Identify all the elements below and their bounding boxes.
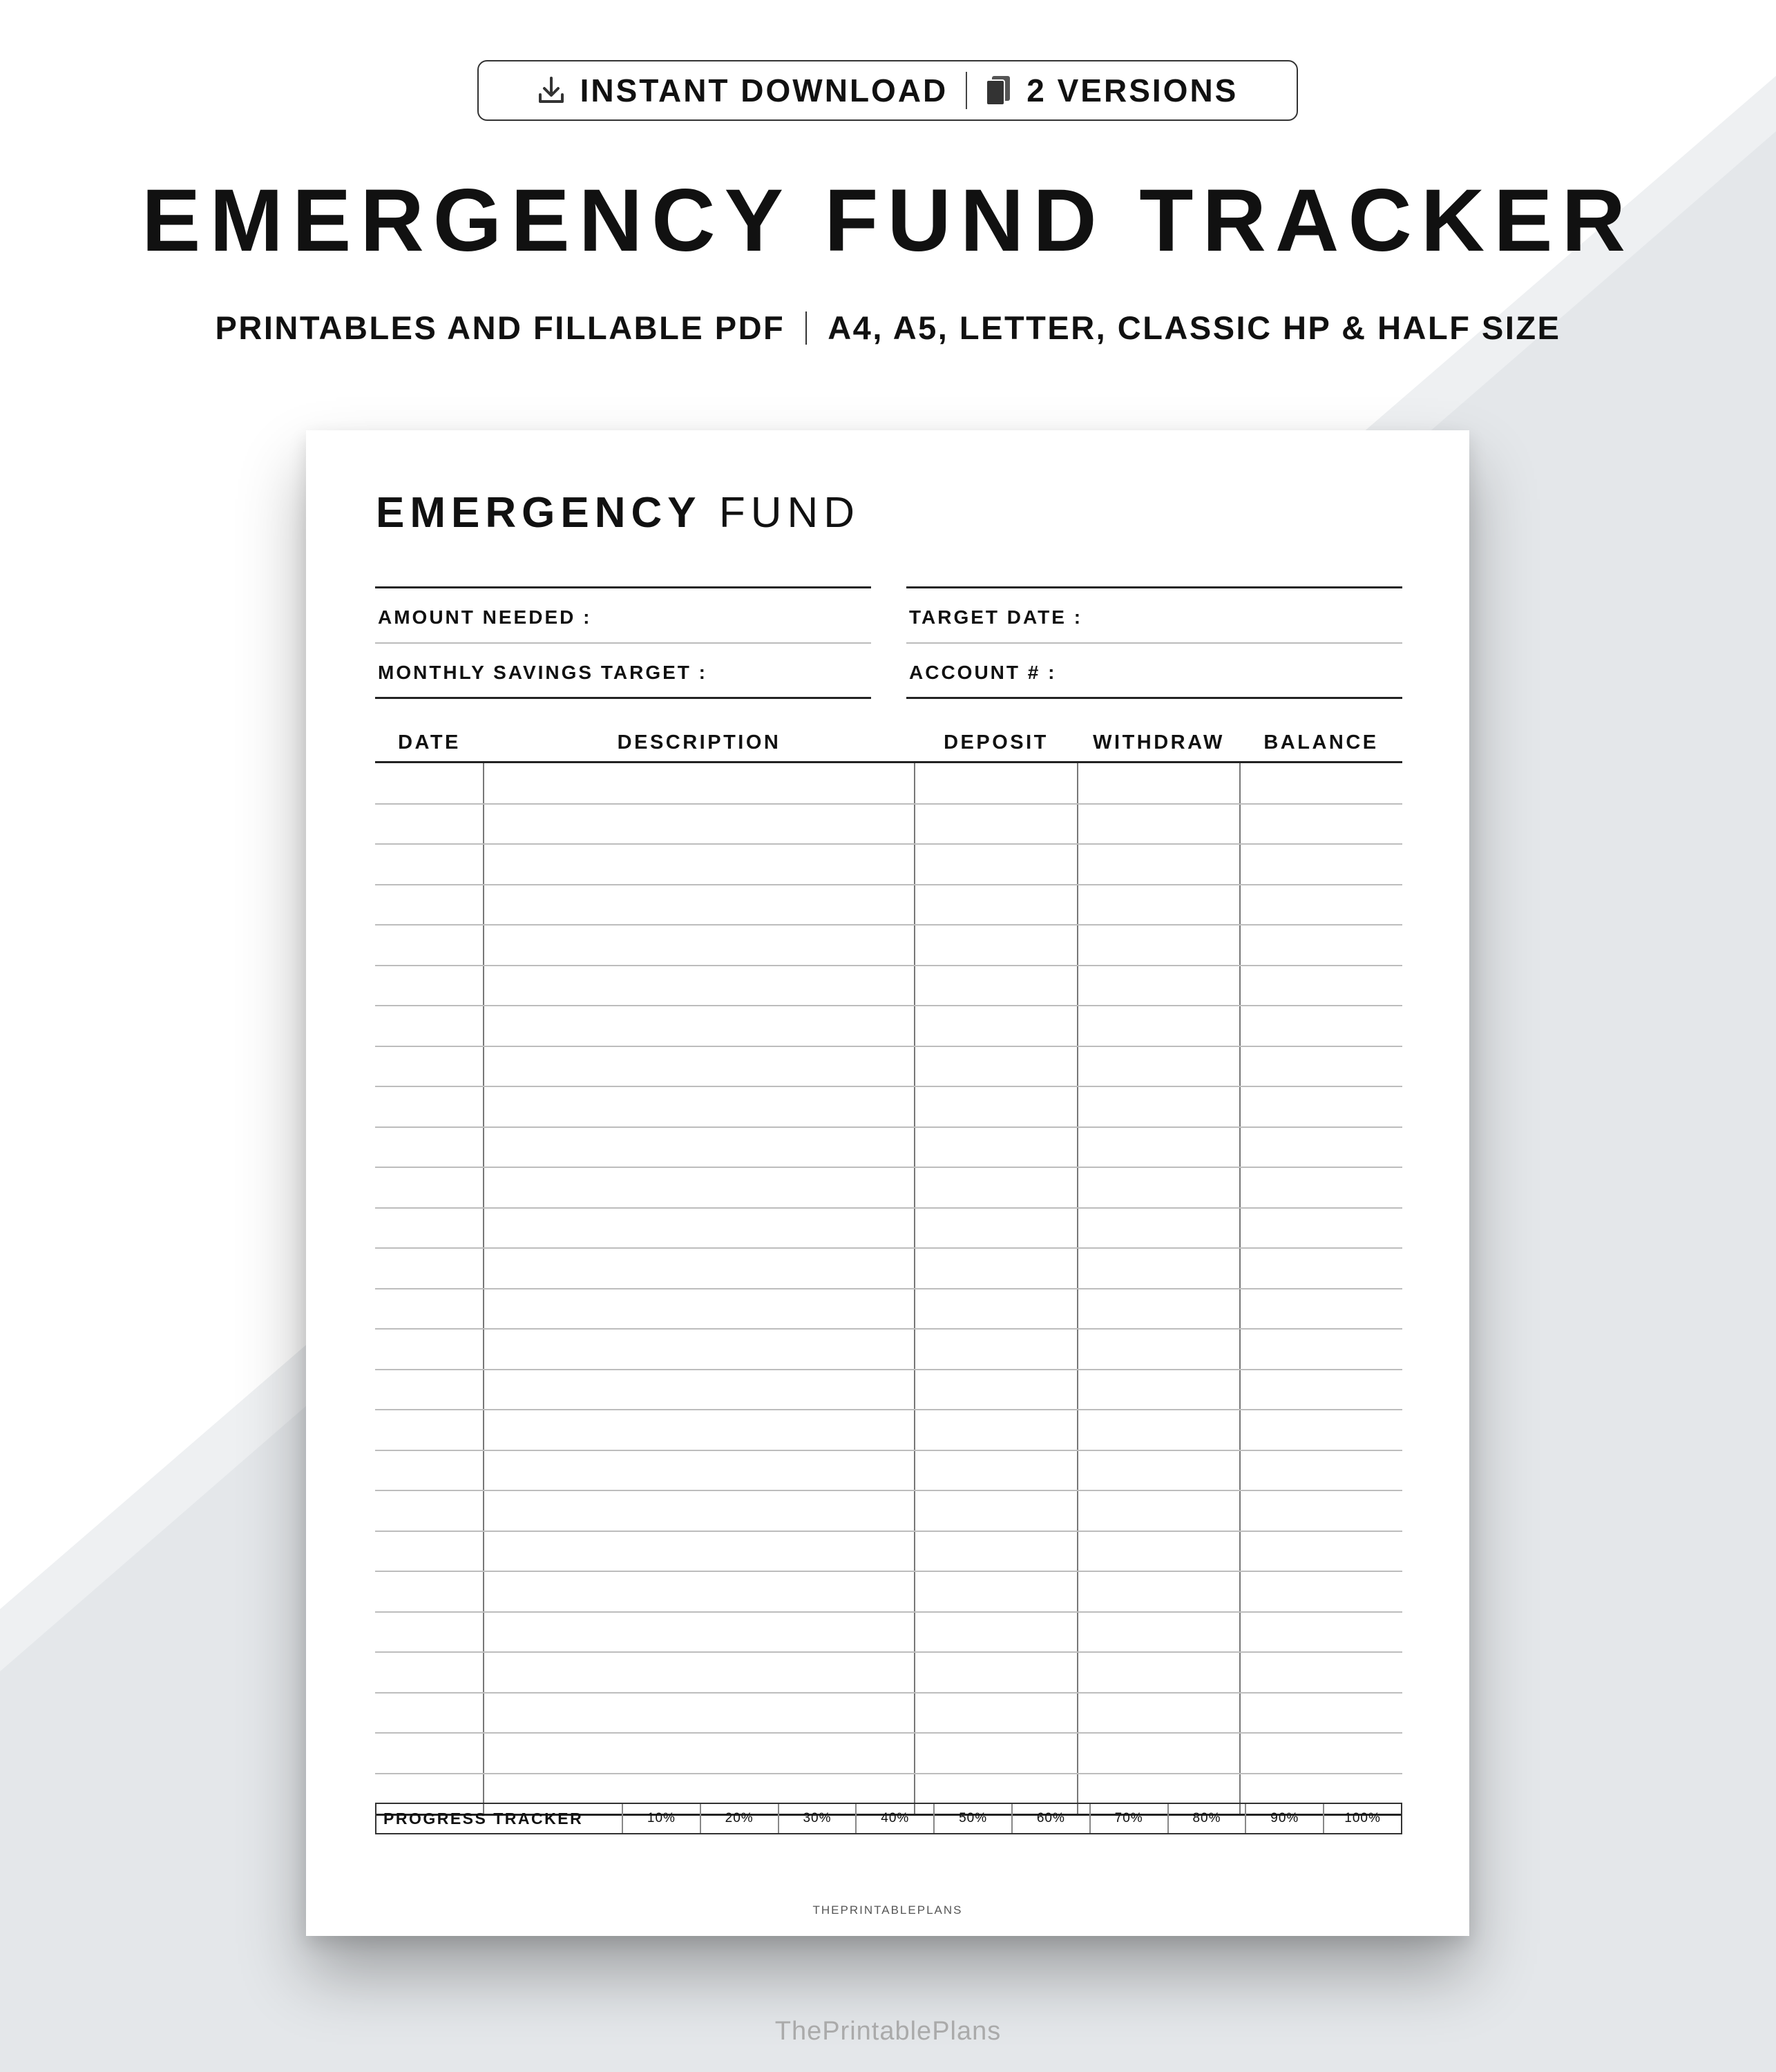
badge-divider — [966, 72, 967, 109]
account-number-label: ACCOUNT # : — [909, 662, 1057, 683]
page-title: EMERGENCY FUND TRACKER — [141, 171, 1635, 270]
document-title-light: FUND — [718, 489, 861, 537]
table-body[interactable] — [375, 763, 1402, 1816]
download-badge — [477, 60, 1298, 121]
table-row — [375, 1450, 1402, 1451]
table-row — [375, 1571, 1402, 1572]
progress-step[interactable]: 60% — [1013, 1804, 1091, 1833]
monthly-savings-target-field[interactable] — [375, 644, 871, 699]
brand-watermark: ThePrintablePlans — [774, 2017, 1002, 2046]
fields-right — [906, 586, 1402, 699]
table-row — [375, 1046, 1402, 1047]
instant-download-label: INSTANT DOWNLOAD — [580, 73, 948, 108]
target-date-field[interactable] — [906, 588, 1402, 644]
table-row — [375, 1005, 1402, 1006]
table-row — [375, 1167, 1402, 1168]
table-row — [375, 1369, 1402, 1370]
table-row — [375, 1247, 1402, 1249]
progress-step[interactable]: 20% — [701, 1804, 779, 1833]
progress-tracker — [375, 1803, 1402, 1834]
page-footer: THEPRINTABLEPLANS — [812, 1903, 963, 1917]
table-row — [375, 1773, 1402, 1774]
table-row — [375, 1651, 1402, 1653]
table-row — [375, 1328, 1402, 1330]
versions-item — [985, 72, 1238, 109]
table-row — [375, 1409, 1402, 1410]
col-date: DATE — [398, 731, 461, 754]
table-row — [375, 884, 1402, 885]
document-title — [376, 489, 860, 537]
transaction-table — [375, 725, 1402, 1816]
table-row — [375, 843, 1402, 845]
table-row — [375, 1126, 1402, 1128]
fields-left — [375, 586, 871, 699]
progress-step[interactable]: 70% — [1091, 1804, 1169, 1833]
amount-needed-field[interactable] — [375, 588, 871, 644]
col-withdraw: WITHDRAW — [1093, 731, 1225, 754]
target-date-label: TARGET DATE : — [909, 606, 1083, 628]
subtitle — [0, 307, 1776, 349]
versions-label: 2 VERSIONS — [1027, 73, 1239, 108]
col-deposit: DEPOSIT — [944, 731, 1049, 754]
amount-needed-label: AMOUNT NEEDED : — [378, 606, 592, 628]
col-description: DESCRIPTION — [617, 731, 781, 754]
progress-step[interactable]: 30% — [779, 1804, 857, 1833]
table-row — [375, 1732, 1402, 1734]
progress-step[interactable]: 40% — [857, 1804, 935, 1833]
progress-step[interactable]: 80% — [1169, 1804, 1247, 1833]
progress-step[interactable]: 100% — [1344, 1811, 1381, 1825]
progress-tracker-label: PROGRESS TRACKER — [376, 1804, 623, 1833]
subtitle-sizes: A4, A5, LETTER, CLASSIC HP & HALF SIZE — [828, 309, 1561, 346]
table-row — [375, 1531, 1402, 1532]
printable-page — [306, 430, 1469, 1936]
table-row — [375, 1611, 1402, 1613]
table-header — [375, 725, 1402, 763]
subtitle-divider — [805, 311, 807, 345]
progress-step[interactable]: 90% — [1246, 1804, 1324, 1833]
document-title-bold: EMERGENCY — [376, 489, 702, 537]
monthly-savings-target-label: MONTHLY SAVINGS TARGET : — [378, 662, 707, 683]
progress-step[interactable]: 10% — [623, 1804, 701, 1833]
table-row — [375, 1692, 1402, 1694]
download-icon — [537, 75, 565, 106]
subtitle-formats: PRINTABLES AND FILLABLE PDF — [215, 309, 785, 346]
table-row — [375, 1490, 1402, 1491]
account-number-field[interactable] — [906, 644, 1402, 699]
progress-step[interactable]: 50% — [935, 1804, 1013, 1833]
table-row — [375, 803, 1402, 805]
table-row — [375, 1288, 1402, 1289]
pages-icon — [985, 75, 1011, 106]
table-row — [375, 924, 1402, 925]
instant-download-item — [537, 72, 948, 109]
table-row — [375, 1086, 1402, 1087]
table-row — [375, 965, 1402, 966]
table-row — [375, 1207, 1402, 1209]
col-balance: BALANCE — [1263, 731, 1379, 754]
